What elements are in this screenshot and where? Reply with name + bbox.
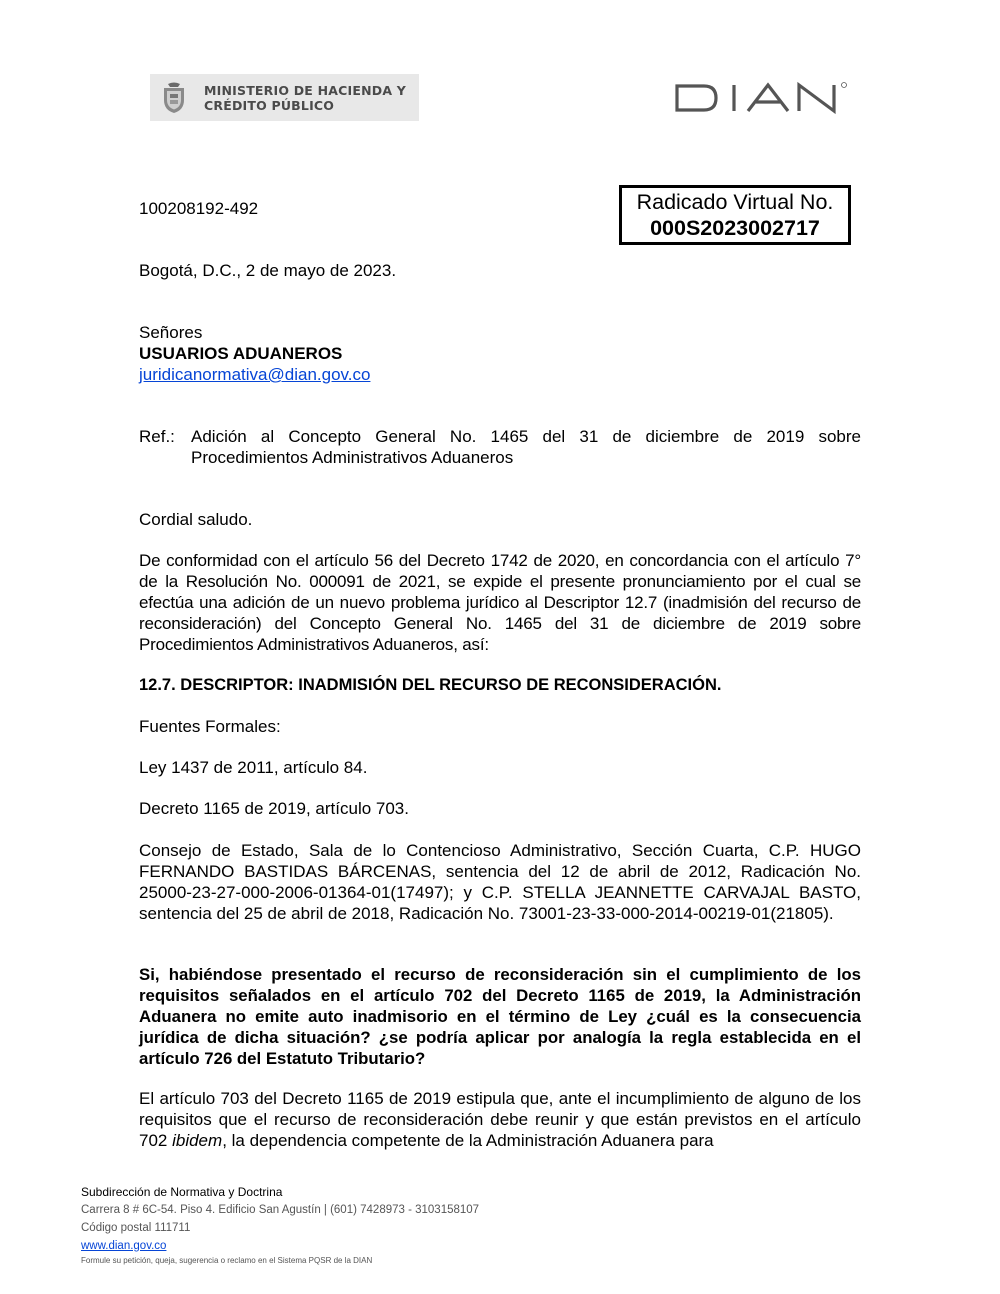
ref-line2: Procedimientos Administrativos Aduaneros (191, 448, 514, 467)
answer-part1: El artículo 703 del Decreto 1165 de 2019 estipula que, ante el incumplimiento de alguno de los requisitos que el recurso de reconsideración debe reunir y que están previstos en el artículo 702 (139, 1089, 861, 1150)
registered-mark-icon (842, 83, 847, 88)
answer-italic: ibidem (172, 1131, 223, 1150)
greeting: Cordial saludo. (139, 510, 253, 529)
recipient-name: USUARIOS ADUANEROS (139, 344, 343, 363)
intro-paragraph: De conformidad con el artículo 56 del Decreto 1742 de 2020, en concordancia con el artículo 7° de la Resolución No. 000091 de 2021, se expide el presente pronunciamiento por el cual se efectúa una adición de un nuevo problema jurídico al Descriptor 12.7 (inadmisión del recurso de reconsideración) del Concepto General No. 1465 del 31 de diciembre de 2019 sobre Procedimientos Administrativos Aduaneros, así: (139, 551, 861, 654)
reference-number: 100208192-492 (139, 199, 259, 218)
coat-of-arms-icon (160, 82, 188, 114)
radicado-box (619, 185, 851, 245)
footer-website-link[interactable]: www.dian.gov.co (81, 1240, 167, 1252)
footer-address: Carrera 8 # 6C-54. Piso 4. Edificio San Agustín | (601) 7428973 - 3103158107 (81, 1204, 480, 1216)
answer-paragraph (139, 1088, 861, 1151)
footer (81, 1185, 479, 1266)
dian-letter-a (748, 85, 788, 111)
ministry-name-line1: MINISTERIO DE HACIENDA Y (204, 83, 407, 98)
ref-label: Ref.: (139, 427, 175, 446)
answer-part2: , la dependencia competente de la Administración Aduanera para (222, 1131, 714, 1150)
source-law: Ley 1437 de 2011, artículo 84. (139, 758, 368, 777)
dian-letter-d-inner (677, 94, 706, 102)
dian-letter-n (799, 85, 834, 111)
date-line: Bogotá, D.C., 2 de mayo de 2023. (139, 261, 397, 280)
dian-letter-d (677, 86, 716, 110)
radicado-number: 000S2023002717 (650, 216, 820, 240)
recipient-salutation: Señores (139, 323, 203, 342)
legal-question: Si, habiéndose presentado el recurso de reconsideración sin el cumplimiento de los requisitos señalados en el artículo 702 del Decreto 1165 de 2019, la Administración Aduanera no emite auto inadmisorio en el término de Ley ¿cuál es la consecuencia jurídica de dicha situación? ¿se podría aplicar por analogía la regla establecida en el artículo 726 del Estatuto Tributario? (139, 965, 861, 1068)
radicado-line1: Radicado Virtual No. (636, 190, 834, 214)
source-jurisprudence: Consejo de Estado, Sala de lo Contencioso Administrativo, Sección Cuarta, C.P. HUGO FERNANDO BASTIDAS BÁRCENAS, sentencia del 12 de abril de 2012, Radicación No. 25000-23-27-000-2006-01364-01(17497); y C.P. STELLA JEANNETTE CARVAJAL BASTO, sentencia del 25 de abril de 2018, Radicación No. 73001-23-33-000-2014-00219-01(21805). (139, 841, 861, 923)
recipient-block (139, 322, 861, 385)
dian-logo (674, 80, 850, 116)
footer-postal-code: Código postal 111711 (81, 1222, 191, 1234)
ministry-logo (150, 74, 419, 121)
footer-department: Subdirección de Normativa y Doctrina (81, 1185, 283, 1199)
ministry-name (204, 83, 406, 113)
descriptor-heading: 12.7. DESCRIPTOR: INADMISIÓN DEL RECURSO DE RECONSIDERACIÓN. (139, 676, 722, 694)
footer-pqsr-note: Formule su petición, queja, sugerencia o reclamo en el Sistema PQSR de la DIAN (81, 1256, 373, 1265)
sources-label: Fuentes Formales: (139, 717, 281, 736)
ministry-name-line2: CRÉDITO PÚBLICO (204, 98, 335, 113)
ref-block (139, 426, 861, 468)
recipient-email-link[interactable]: juridicanormativa@dian.gov.co (139, 365, 371, 384)
source-decree: Decreto 1165 de 2019, artículo 703. (139, 799, 409, 818)
ref-line1: Adición al Concepto General No. 1465 del 31 de diciembre de 2019 sobre (191, 427, 861, 446)
